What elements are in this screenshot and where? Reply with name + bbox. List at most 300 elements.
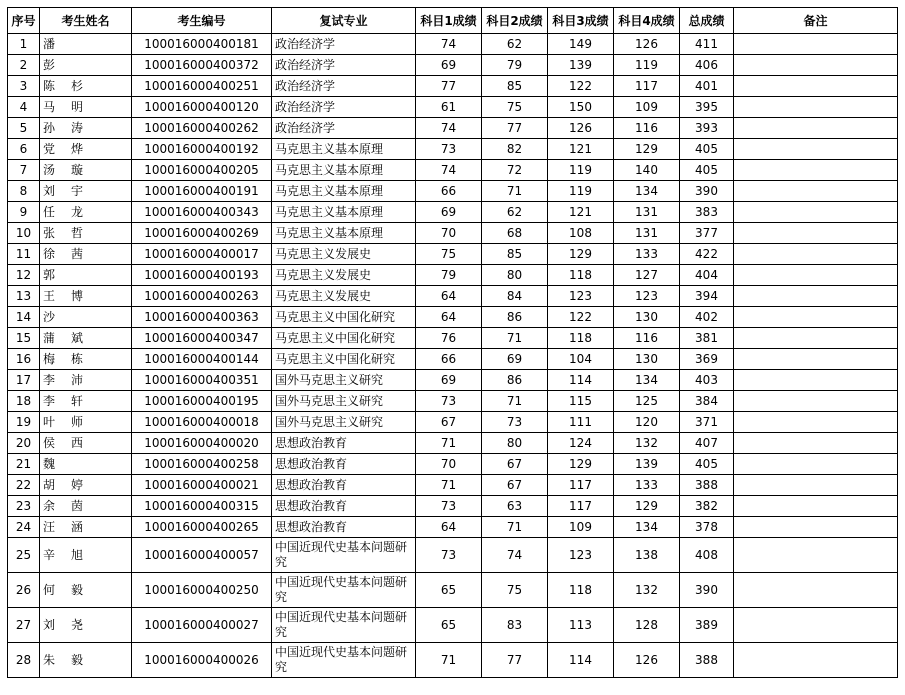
score-subject-3: 119 xyxy=(548,160,614,181)
retest-major: 国外马克思主义研究 xyxy=(272,391,416,412)
row-index: 19 xyxy=(8,412,40,433)
note xyxy=(734,307,898,328)
redaction-mask xyxy=(56,618,70,632)
candidate-name xyxy=(40,349,132,370)
table-row xyxy=(8,370,898,391)
score-subject-4: 109 xyxy=(614,97,680,118)
table-row xyxy=(8,538,898,573)
score-subject-4: 117 xyxy=(614,76,680,97)
candidate-id: 100016000400057 xyxy=(132,538,272,573)
retest-major: 马克思主义基本原理 xyxy=(272,223,416,244)
table-row xyxy=(8,181,898,202)
score-subject-3: 109 xyxy=(548,517,614,538)
score-total: 411 xyxy=(680,34,734,55)
score-subject-2: 67 xyxy=(482,475,548,496)
candidate-name xyxy=(40,475,132,496)
table-row xyxy=(8,608,898,643)
row-index: 21 xyxy=(8,454,40,475)
candidate-id: 100016000400265 xyxy=(132,517,272,538)
score-subject-4: 119 xyxy=(614,55,680,76)
score-subject-3: 117 xyxy=(548,496,614,517)
note xyxy=(734,244,898,265)
note xyxy=(734,573,898,608)
retest-major: 中国近现代史基本问题研究 xyxy=(272,573,416,608)
name-first-char: 汤 xyxy=(43,162,56,177)
redaction-mask xyxy=(56,457,70,471)
score-subject-3: 115 xyxy=(548,391,614,412)
score-subject-2: 72 xyxy=(482,160,548,181)
name-first-char: 辛 xyxy=(43,547,56,562)
redaction-mask xyxy=(56,415,70,429)
score-total: 388 xyxy=(680,475,734,496)
name-first-char: 郭 xyxy=(43,267,56,282)
header-s2: 科目2成绩 xyxy=(482,8,548,34)
score-total: 395 xyxy=(680,97,734,118)
retest-major: 中国近现代史基本问题研究 xyxy=(272,643,416,678)
score-subject-3: 124 xyxy=(548,433,614,454)
score-subject-2: 85 xyxy=(482,244,548,265)
score-subject-2: 71 xyxy=(482,391,548,412)
score-subject-4: 129 xyxy=(614,139,680,160)
row-index: 3 xyxy=(8,76,40,97)
note xyxy=(734,55,898,76)
table-row xyxy=(8,139,898,160)
candidate-id: 100016000400205 xyxy=(132,160,272,181)
row-index: 26 xyxy=(8,573,40,608)
score-total: 389 xyxy=(680,608,734,643)
candidate-id: 100016000400181 xyxy=(132,34,272,55)
row-index: 20 xyxy=(8,433,40,454)
retest-major: 政治经济学 xyxy=(272,55,416,76)
candidate-name xyxy=(40,223,132,244)
name-first-char: 党 xyxy=(43,141,56,156)
retest-major: 中国近现代史基本问题研究 xyxy=(272,538,416,573)
retest-major: 中国近现代史基本问题研究 xyxy=(272,608,416,643)
note xyxy=(734,286,898,307)
note xyxy=(734,181,898,202)
score-total: 382 xyxy=(680,496,734,517)
score-subject-4: 131 xyxy=(614,223,680,244)
table-row xyxy=(8,202,898,223)
score-subject-3: 118 xyxy=(548,328,614,349)
name-last-char: 涛 xyxy=(71,120,84,135)
candidate-name xyxy=(40,328,132,349)
score-subject-4: 120 xyxy=(614,412,680,433)
score-subject-2: 68 xyxy=(482,223,548,244)
score-subject-1: 73 xyxy=(416,139,482,160)
score-subject-1: 71 xyxy=(416,433,482,454)
candidate-id: 100016000400351 xyxy=(132,370,272,391)
score-subject-3: 129 xyxy=(548,454,614,475)
name-first-char: 孙 xyxy=(43,120,56,135)
candidate-name xyxy=(40,265,132,286)
score-subject-1: 77 xyxy=(416,76,482,97)
note xyxy=(734,412,898,433)
score-total: 401 xyxy=(680,76,734,97)
score-subject-1: 64 xyxy=(416,286,482,307)
retest-major: 马克思主义基本原理 xyxy=(272,139,416,160)
retest-major: 马克思主义基本原理 xyxy=(272,181,416,202)
score-subject-4: 126 xyxy=(614,643,680,678)
retest-major: 马克思主义基本原理 xyxy=(272,160,416,181)
score-subject-3: 139 xyxy=(548,55,614,76)
score-subject-2: 62 xyxy=(482,202,548,223)
candidate-name xyxy=(40,454,132,475)
candidate-name xyxy=(40,538,132,573)
score-total: 405 xyxy=(680,160,734,181)
score-total: 393 xyxy=(680,118,734,139)
score-subject-3: 150 xyxy=(548,97,614,118)
score-subject-4: 138 xyxy=(614,538,680,573)
redaction-mask xyxy=(56,499,70,513)
name-first-char: 魏 xyxy=(43,456,56,471)
retest-major: 马克思主义中国化研究 xyxy=(272,349,416,370)
name-first-char: 侯 xyxy=(43,435,56,450)
row-index: 9 xyxy=(8,202,40,223)
note xyxy=(734,160,898,181)
score-subject-3: 118 xyxy=(548,573,614,608)
row-index: 22 xyxy=(8,475,40,496)
name-last-char: 宇 xyxy=(71,183,84,198)
score-subject-1: 75 xyxy=(416,244,482,265)
candidate-name xyxy=(40,55,132,76)
name-last-char: 龙 xyxy=(71,204,84,219)
row-index: 28 xyxy=(8,643,40,678)
row-index: 4 xyxy=(8,97,40,118)
redaction-mask xyxy=(56,205,70,219)
retest-major: 政治经济学 xyxy=(272,118,416,139)
score-subject-4: 132 xyxy=(614,433,680,454)
name-last-char: 轩 xyxy=(71,393,84,408)
table-row xyxy=(8,412,898,433)
score-subject-3: 104 xyxy=(548,349,614,370)
note xyxy=(734,538,898,573)
score-total: 384 xyxy=(680,391,734,412)
score-subject-2: 86 xyxy=(482,370,548,391)
row-index: 24 xyxy=(8,517,40,538)
redaction-mask xyxy=(56,436,70,450)
table-row xyxy=(8,97,898,118)
row-index: 1 xyxy=(8,34,40,55)
score-subject-1: 65 xyxy=(416,608,482,643)
note xyxy=(734,328,898,349)
name-first-char: 张 xyxy=(43,225,56,240)
score-subject-1: 73 xyxy=(416,391,482,412)
score-subject-1: 64 xyxy=(416,517,482,538)
score-subject-2: 84 xyxy=(482,286,548,307)
name-last-char: 毅 xyxy=(71,582,84,597)
name-last-char: 旭 xyxy=(71,547,84,562)
score-subject-2: 83 xyxy=(482,608,548,643)
row-index: 23 xyxy=(8,496,40,517)
name-last-char: 斌 xyxy=(71,330,84,345)
name-first-char: 王 xyxy=(43,288,56,303)
candidate-name xyxy=(40,118,132,139)
score-subject-1: 69 xyxy=(416,55,482,76)
score-subject-4: 128 xyxy=(614,608,680,643)
score-subject-3: 122 xyxy=(548,76,614,97)
candidate-id: 100016000400250 xyxy=(132,573,272,608)
row-index: 7 xyxy=(8,160,40,181)
candidate-name xyxy=(40,370,132,391)
row-index: 6 xyxy=(8,139,40,160)
name-last-char: 茵 xyxy=(71,498,84,513)
redaction-mask xyxy=(56,163,70,177)
score-subject-3: 114 xyxy=(548,370,614,391)
redaction-mask xyxy=(56,583,70,597)
name-first-char: 李 xyxy=(43,372,56,387)
score-subject-2: 71 xyxy=(482,181,548,202)
redaction-mask xyxy=(56,268,70,282)
redaction-mask xyxy=(56,331,70,345)
score-subject-4: 131 xyxy=(614,202,680,223)
name-first-char: 潘 xyxy=(43,36,56,51)
redaction-mask xyxy=(56,226,70,240)
name-last-char: 杉 xyxy=(71,78,84,93)
candidate-id: 100016000400251 xyxy=(132,76,272,97)
candidate-id: 100016000400269 xyxy=(132,223,272,244)
redaction-mask xyxy=(56,373,70,387)
score-subject-2: 80 xyxy=(482,433,548,454)
name-first-char: 沙 xyxy=(43,309,56,324)
name-first-char: 何 xyxy=(43,582,56,597)
score-subject-3: 123 xyxy=(548,538,614,573)
candidate-id: 100016000400020 xyxy=(132,433,272,454)
header-s4: 科目4成绩 xyxy=(614,8,680,34)
name-first-char: 汪 xyxy=(43,519,56,534)
table-row xyxy=(8,286,898,307)
score-total: 402 xyxy=(680,307,734,328)
table-row xyxy=(8,223,898,244)
name-first-char: 胡 xyxy=(43,477,56,492)
table-row xyxy=(8,118,898,139)
table-row xyxy=(8,307,898,328)
score-subject-2: 73 xyxy=(482,412,548,433)
redaction-mask xyxy=(56,184,70,198)
score-subject-3: 149 xyxy=(548,34,614,55)
candidate-name xyxy=(40,160,132,181)
candidate-id: 100016000400347 xyxy=(132,328,272,349)
score-subject-3: 108 xyxy=(548,223,614,244)
name-first-char: 徐 xyxy=(43,246,56,261)
retest-major: 马克思主义发展史 xyxy=(272,244,416,265)
score-subject-1: 61 xyxy=(416,97,482,118)
retest-major: 马克思主义发展史 xyxy=(272,265,416,286)
candidate-id: 100016000400193 xyxy=(132,265,272,286)
score-subject-1: 71 xyxy=(416,643,482,678)
header-note: 备注 xyxy=(734,8,898,34)
score-subject-1: 69 xyxy=(416,202,482,223)
retest-major: 思想政治教育 xyxy=(272,517,416,538)
name-first-char: 李 xyxy=(43,393,56,408)
table-row xyxy=(8,517,898,538)
table-row xyxy=(8,244,898,265)
candidate-id: 100016000400263 xyxy=(132,286,272,307)
score-table xyxy=(7,7,898,678)
score-subject-4: 130 xyxy=(614,349,680,370)
redaction-mask xyxy=(56,58,70,72)
row-index: 10 xyxy=(8,223,40,244)
score-subject-2: 75 xyxy=(482,573,548,608)
score-subject-2: 71 xyxy=(482,517,548,538)
score-total: 407 xyxy=(680,433,734,454)
redaction-mask xyxy=(56,100,70,114)
score-subject-3: 123 xyxy=(548,286,614,307)
table-row xyxy=(8,643,898,678)
name-last-char: 西 xyxy=(71,435,84,450)
score-subject-1: 66 xyxy=(416,349,482,370)
retest-major: 政治经济学 xyxy=(272,97,416,118)
score-subject-1: 65 xyxy=(416,573,482,608)
retest-major: 马克思主义中国化研究 xyxy=(272,307,416,328)
candidate-id: 100016000400372 xyxy=(132,55,272,76)
score-subject-2: 86 xyxy=(482,307,548,328)
candidate-name xyxy=(40,244,132,265)
note xyxy=(734,475,898,496)
name-first-char: 彭 xyxy=(43,57,56,72)
score-total: 381 xyxy=(680,328,734,349)
score-subject-3: 118 xyxy=(548,265,614,286)
row-index: 27 xyxy=(8,608,40,643)
score-subject-2: 69 xyxy=(482,349,548,370)
name-last-char: 婷 xyxy=(71,477,84,492)
score-subject-1: 70 xyxy=(416,454,482,475)
candidate-id: 100016000400192 xyxy=(132,139,272,160)
score-subject-2: 75 xyxy=(482,97,548,118)
score-subject-2: 77 xyxy=(482,643,548,678)
candidate-id: 100016000400343 xyxy=(132,202,272,223)
score-subject-1: 64 xyxy=(416,307,482,328)
score-total: 388 xyxy=(680,643,734,678)
candidate-name xyxy=(40,34,132,55)
header-total: 总成绩 xyxy=(680,8,734,34)
score-subject-1: 67 xyxy=(416,412,482,433)
redaction-mask xyxy=(56,352,70,366)
score-subject-3: 121 xyxy=(548,139,614,160)
header-major: 复试专业 xyxy=(272,8,416,34)
table-row xyxy=(8,454,898,475)
score-subject-4: 127 xyxy=(614,265,680,286)
redaction-mask xyxy=(56,478,70,492)
header-name: 考生姓名 xyxy=(40,8,132,34)
score-subject-1: 76 xyxy=(416,328,482,349)
name-last-char: 明 xyxy=(71,99,84,114)
note xyxy=(734,118,898,139)
header-id: 考生编号 xyxy=(132,8,272,34)
name-first-char: 任 xyxy=(43,204,56,219)
score-subject-4: 140 xyxy=(614,160,680,181)
redaction-mask xyxy=(56,310,70,324)
header-idx: 序号 xyxy=(8,8,40,34)
score-subject-1: 70 xyxy=(416,223,482,244)
name-last-char: 尧 xyxy=(71,617,84,632)
score-total: 422 xyxy=(680,244,734,265)
candidate-id: 100016000400363 xyxy=(132,307,272,328)
name-last-char: 博 xyxy=(71,288,84,303)
name-last-char: 璇 xyxy=(71,162,84,177)
note xyxy=(734,370,898,391)
row-index: 16 xyxy=(8,349,40,370)
candidate-name xyxy=(40,181,132,202)
score-subject-2: 80 xyxy=(482,265,548,286)
header-s1: 科目1成绩 xyxy=(416,8,482,34)
name-first-char: 朱 xyxy=(43,652,56,667)
table-row xyxy=(8,433,898,454)
candidate-id: 100016000400191 xyxy=(132,181,272,202)
note xyxy=(734,97,898,118)
candidate-name xyxy=(40,76,132,97)
header-s3: 科目3成绩 xyxy=(548,8,614,34)
score-subject-1: 73 xyxy=(416,538,482,573)
retest-major: 国外马克思主义研究 xyxy=(272,370,416,391)
candidate-id: 100016000400262 xyxy=(132,118,272,139)
candidate-id: 100016000400195 xyxy=(132,391,272,412)
score-subject-2: 74 xyxy=(482,538,548,573)
candidate-name xyxy=(40,496,132,517)
row-index: 8 xyxy=(8,181,40,202)
score-subject-2: 77 xyxy=(482,118,548,139)
candidate-name xyxy=(40,412,132,433)
retest-major: 国外马克思主义研究 xyxy=(272,412,416,433)
candidate-id: 100016000400017 xyxy=(132,244,272,265)
redaction-mask xyxy=(56,394,70,408)
note xyxy=(734,643,898,678)
score-subject-1: 71 xyxy=(416,475,482,496)
retest-major: 马克思主义基本原理 xyxy=(272,202,416,223)
table-row xyxy=(8,496,898,517)
score-subject-2: 79 xyxy=(482,55,548,76)
candidate-name xyxy=(40,391,132,412)
score-subject-1: 73 xyxy=(416,496,482,517)
score-subject-1: 79 xyxy=(416,265,482,286)
note xyxy=(734,517,898,538)
redaction-mask xyxy=(56,247,70,261)
note xyxy=(734,139,898,160)
score-total: 403 xyxy=(680,370,734,391)
score-subject-3: 122 xyxy=(548,307,614,328)
table-row xyxy=(8,349,898,370)
score-subject-4: 132 xyxy=(614,573,680,608)
redaction-mask xyxy=(56,121,70,135)
table-row xyxy=(8,328,898,349)
score-subject-3: 129 xyxy=(548,244,614,265)
score-total: 371 xyxy=(680,412,734,433)
score-subject-4: 123 xyxy=(614,286,680,307)
row-index: 18 xyxy=(8,391,40,412)
header-row xyxy=(8,8,898,34)
redaction-mask xyxy=(56,520,70,534)
name-last-char: 哲 xyxy=(71,225,84,240)
redaction-mask xyxy=(56,37,70,51)
score-subject-4: 134 xyxy=(614,370,680,391)
name-last-char: 烨 xyxy=(71,141,84,156)
note xyxy=(734,496,898,517)
redaction-mask xyxy=(56,653,70,667)
score-total: 383 xyxy=(680,202,734,223)
score-subject-3: 111 xyxy=(548,412,614,433)
redaction-mask xyxy=(56,142,70,156)
name-first-char: 余 xyxy=(43,498,56,513)
candidate-name xyxy=(40,433,132,454)
score-subject-1: 74 xyxy=(416,118,482,139)
row-index: 11 xyxy=(8,244,40,265)
score-subject-3: 119 xyxy=(548,181,614,202)
table-row xyxy=(8,160,898,181)
score-subject-4: 134 xyxy=(614,517,680,538)
name-first-char: 陈 xyxy=(43,78,56,93)
score-subject-2: 82 xyxy=(482,139,548,160)
score-total: 369 xyxy=(680,349,734,370)
